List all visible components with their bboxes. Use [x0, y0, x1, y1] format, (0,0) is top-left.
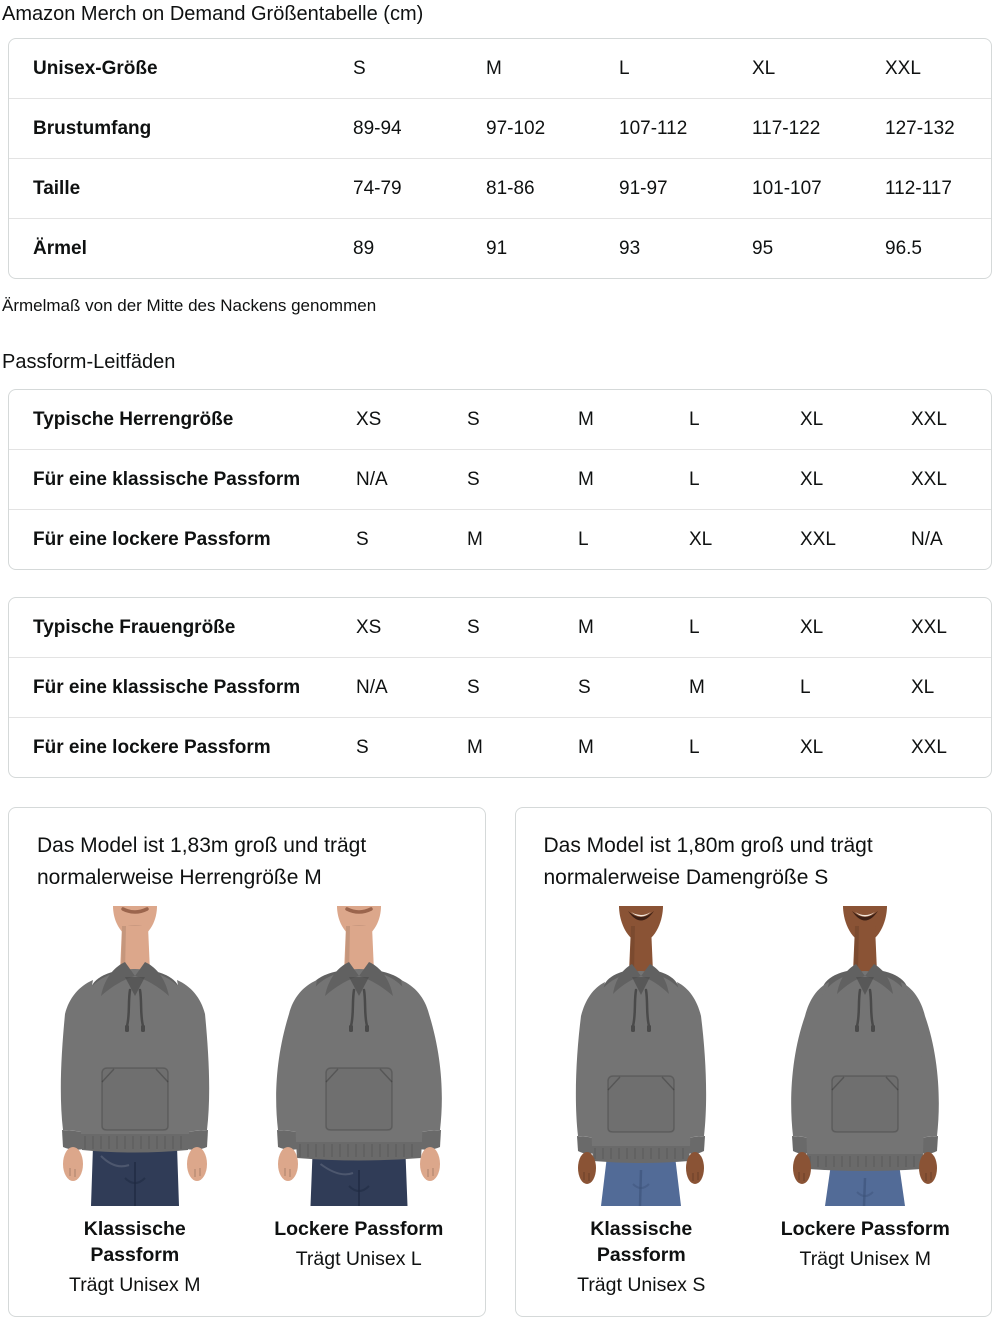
size-label: Trägt Unisex L — [295, 1248, 422, 1270]
cell-value: 101-107 — [752, 177, 822, 199]
cell-value: XL — [800, 736, 824, 758]
cell-value: XXL — [911, 736, 947, 758]
caption-male-loose — [261, 1216, 457, 1298]
table-row — [9, 509, 991, 569]
cell-value: M — [578, 468, 594, 490]
cell-value: XXL — [911, 468, 947, 490]
cell-value: L — [578, 528, 589, 550]
female-model-description: Das Model ist 1,80m groß und trägt normalerweise Damengröße S — [543, 834, 873, 889]
cell-value: M — [578, 736, 594, 758]
cell-value: 96.5 — [885, 237, 922, 259]
cell-value: XXL — [911, 408, 947, 430]
cell-value: N/A — [356, 676, 388, 698]
cell-value: S — [578, 676, 591, 698]
hoodie-model-illustration — [543, 906, 739, 1206]
fit-guides-title: Passform-Leitfäden — [2, 351, 176, 373]
table-row — [9, 657, 991, 717]
hoodie-model-illustration — [261, 906, 457, 1206]
cell-value: S — [356, 528, 369, 550]
table-row — [9, 449, 991, 509]
cell-value: 89-94 — [353, 117, 402, 139]
row-label: Für eine klassische Passform — [33, 468, 301, 490]
table-row — [9, 598, 991, 657]
cell-value: S — [467, 468, 480, 490]
cell-value: 89 — [353, 237, 375, 259]
cell-value: 91-97 — [619, 177, 668, 199]
cell-value: 97-102 — [486, 117, 546, 139]
cell-value: 112-117 — [885, 177, 952, 199]
cell-value: XXL — [800, 528, 836, 550]
row-label: Für eine lockere Passform — [33, 528, 271, 550]
cell-value: M — [689, 676, 705, 698]
fit-label: Lockere Passform — [780, 1218, 950, 1240]
cell-value: M — [467, 736, 483, 758]
table-row — [9, 218, 991, 278]
size-label: Trägt Unisex S — [577, 1274, 706, 1296]
cell-value: 74-79 — [353, 177, 402, 199]
cell-value: L — [800, 676, 811, 698]
cell-value: XL — [752, 57, 776, 79]
caption-male-classic — [37, 1216, 233, 1298]
model-photo-female-classic-fit — [543, 906, 739, 1206]
model-cards — [8, 807, 992, 1317]
row-label: Typische Frauengröße — [33, 616, 236, 638]
cell-value: XL — [689, 528, 713, 550]
row-label: Typische Herrengröße — [33, 408, 234, 430]
cell-value: XL — [800, 616, 824, 638]
page-title: Amazon Merch on Demand Größentabelle (cm) — [2, 3, 424, 25]
cell-value: S — [356, 736, 369, 758]
cell-value: L — [689, 736, 700, 758]
cell-value: 117-122 — [752, 117, 821, 139]
cell-value: 91 — [486, 237, 508, 259]
male-model-card — [8, 807, 486, 1317]
cell-value: S — [353, 57, 366, 79]
cell-value: L — [619, 57, 630, 79]
model-photo-male-loose-fit — [261, 906, 457, 1206]
male-captions — [27, 1216, 467, 1298]
table-row — [9, 39, 991, 98]
female-model-card — [515, 807, 993, 1317]
mens-fit-table — [8, 389, 992, 570]
cell-value: N/A — [356, 468, 388, 490]
cell-value: 95 — [752, 237, 774, 259]
sleeve-measure-note: Ärmelmaß von der Mitte des Nackens genommen — [2, 296, 377, 315]
womens-fit-table — [8, 597, 992, 778]
female-captions — [534, 1216, 974, 1298]
table-row — [9, 717, 991, 777]
cell-value: 127-132 — [885, 117, 955, 139]
model-photo-male-classic-fit — [37, 906, 233, 1206]
cell-value: M — [486, 57, 502, 79]
cell-value: L — [689, 408, 700, 430]
cell-value: M — [578, 616, 594, 638]
row-label: Brustumfang — [33, 117, 152, 139]
table-row — [9, 390, 991, 449]
cell-value: XS — [356, 616, 382, 638]
row-label: Für eine lockere Passform — [33, 736, 271, 758]
row-label: Taille — [33, 177, 81, 199]
cell-value: S — [467, 408, 480, 430]
cell-value: XXL — [911, 616, 947, 638]
table-row — [9, 158, 991, 218]
unisex-size-table — [8, 38, 992, 279]
caption-female-loose — [767, 1216, 963, 1298]
male-figures — [27, 906, 467, 1206]
cell-value: S — [467, 676, 480, 698]
cell-value: 107-112 — [619, 117, 688, 139]
male-model-description: Das Model ist 1,83m groß und trägt normalerweise Herrengröße M — [37, 834, 367, 889]
model-photo-female-loose-fit — [767, 906, 963, 1206]
cell-value: 93 — [619, 237, 641, 259]
size-label: Trägt Unisex M — [69, 1274, 201, 1296]
cell-value: L — [689, 468, 700, 490]
female-figures — [534, 906, 974, 1206]
cell-value: XL — [911, 676, 935, 698]
fit-label: Lockere Passform — [274, 1218, 444, 1240]
cell-value: XXL — [885, 57, 921, 79]
cell-value: 81-86 — [486, 177, 535, 199]
fit-label: Klassische Passform — [590, 1218, 693, 1266]
cell-value: M — [467, 528, 483, 550]
hoodie-model-illustration — [767, 906, 963, 1206]
cell-value: L — [689, 616, 700, 638]
fit-label: Klassische Passform — [83, 1218, 186, 1266]
row-label: Unisex-Größe — [33, 57, 158, 79]
size-label: Trägt Unisex M — [799, 1248, 931, 1270]
cell-value: XL — [800, 468, 824, 490]
caption-female-classic — [543, 1216, 739, 1298]
cell-value: S — [467, 616, 480, 638]
cell-value: N/A — [911, 528, 943, 550]
row-label: Ärmel — [33, 237, 87, 259]
cell-value: M — [578, 408, 594, 430]
cell-value: XL — [800, 408, 824, 430]
table-row — [9, 98, 991, 158]
hoodie-model-illustration — [37, 906, 233, 1206]
row-label: Für eine klassische Passform — [33, 676, 301, 698]
cell-value: XS — [356, 408, 382, 430]
